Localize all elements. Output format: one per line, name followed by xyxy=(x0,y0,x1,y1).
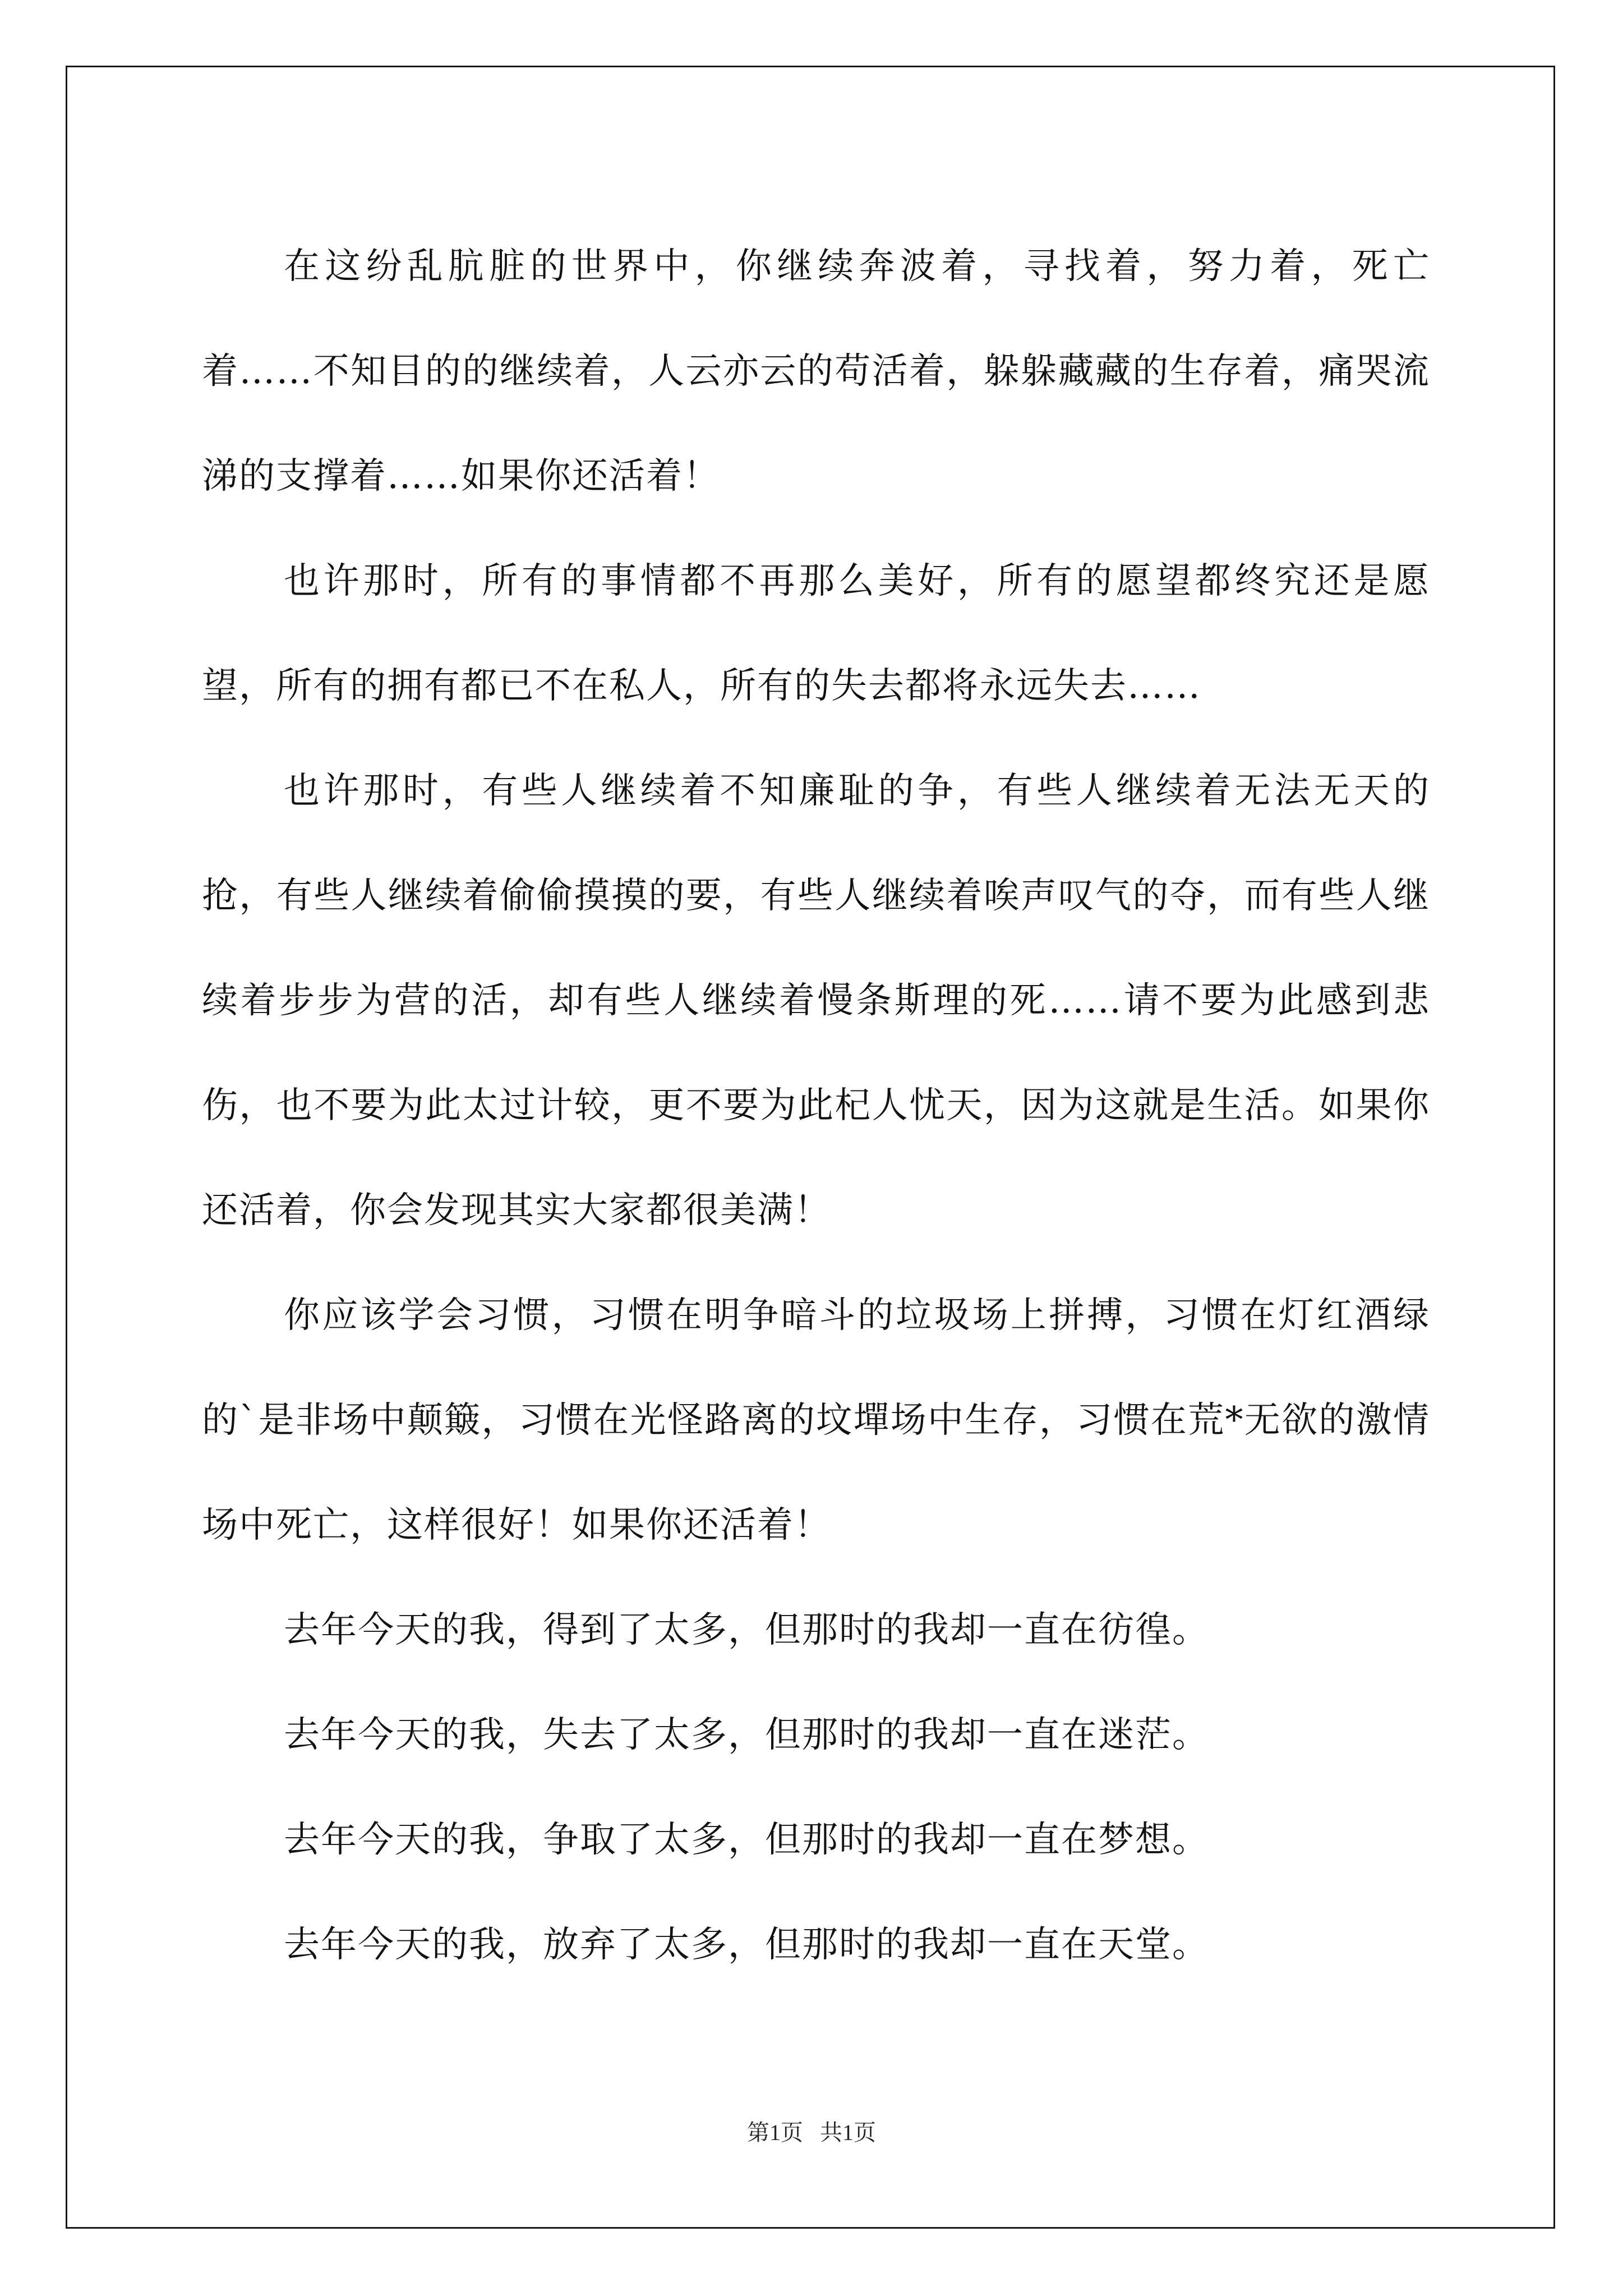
paragraph: 去年今天的我，争取了太多，但那时的我却一直在梦想。 xyxy=(284,1819,1209,1861)
paragraph: 去年今天的我，放弃了太多，但那时的我却一直在天堂。 xyxy=(284,1924,1209,1966)
page-number: 第1页 xyxy=(747,2120,803,2145)
document-body xyxy=(202,214,1430,1998)
paragraph: 在这纷乱肮脏的世界中，你继续奔波着，寻找着，努力着，死亡着……不知目的的继续着，人云亦云的苟活着，躲躲藏藏的生存着，痛哭流涕的支撑着……如果你还活着！ xyxy=(202,246,1430,497)
paragraph: 去年今天的我，得到了太多，但那时的我却一直在彷徨。 xyxy=(284,1609,1209,1651)
paragraph: 去年今天的我，失去了太多，但那时的我却一直在迷茫。 xyxy=(284,1714,1209,1756)
paragraph: 你应该学会习惯，习惯在明争暗斗的垃圾场上拼搏，习惯在灯红酒绿的`是非场中颠簸，习惯在光怪路离的坟墠场中生存，习惯在荒*无欲的激情场中死亡，这样很好！如果你还活着！ xyxy=(202,1295,1430,1546)
paragraph: 也许那时，所有的事情都不再那么美好，所有的愿望都终究还是愿望，所有的拥有都已不在私人，所有的失去都将永远失去…… xyxy=(202,560,1430,707)
page-total: 共1页 xyxy=(820,2120,876,2145)
page-footer xyxy=(0,2115,1623,2147)
paragraph: 也许那时，有些人继续着不知廉耻的争，有些人继续着无法无天的抢，有些人继续着偷偷摸摸的要，有些人继续着唉声叹气的夺，而有些人继续着步步为营的活，却有些人继续着慢条斯理的死……请不要为此感到悲伤，也不要为此太过计较，更不要为此杞人忧天，因为这就是生活。如果你还活着，你会发现其实大家都很美满！ xyxy=(202,770,1430,1231)
